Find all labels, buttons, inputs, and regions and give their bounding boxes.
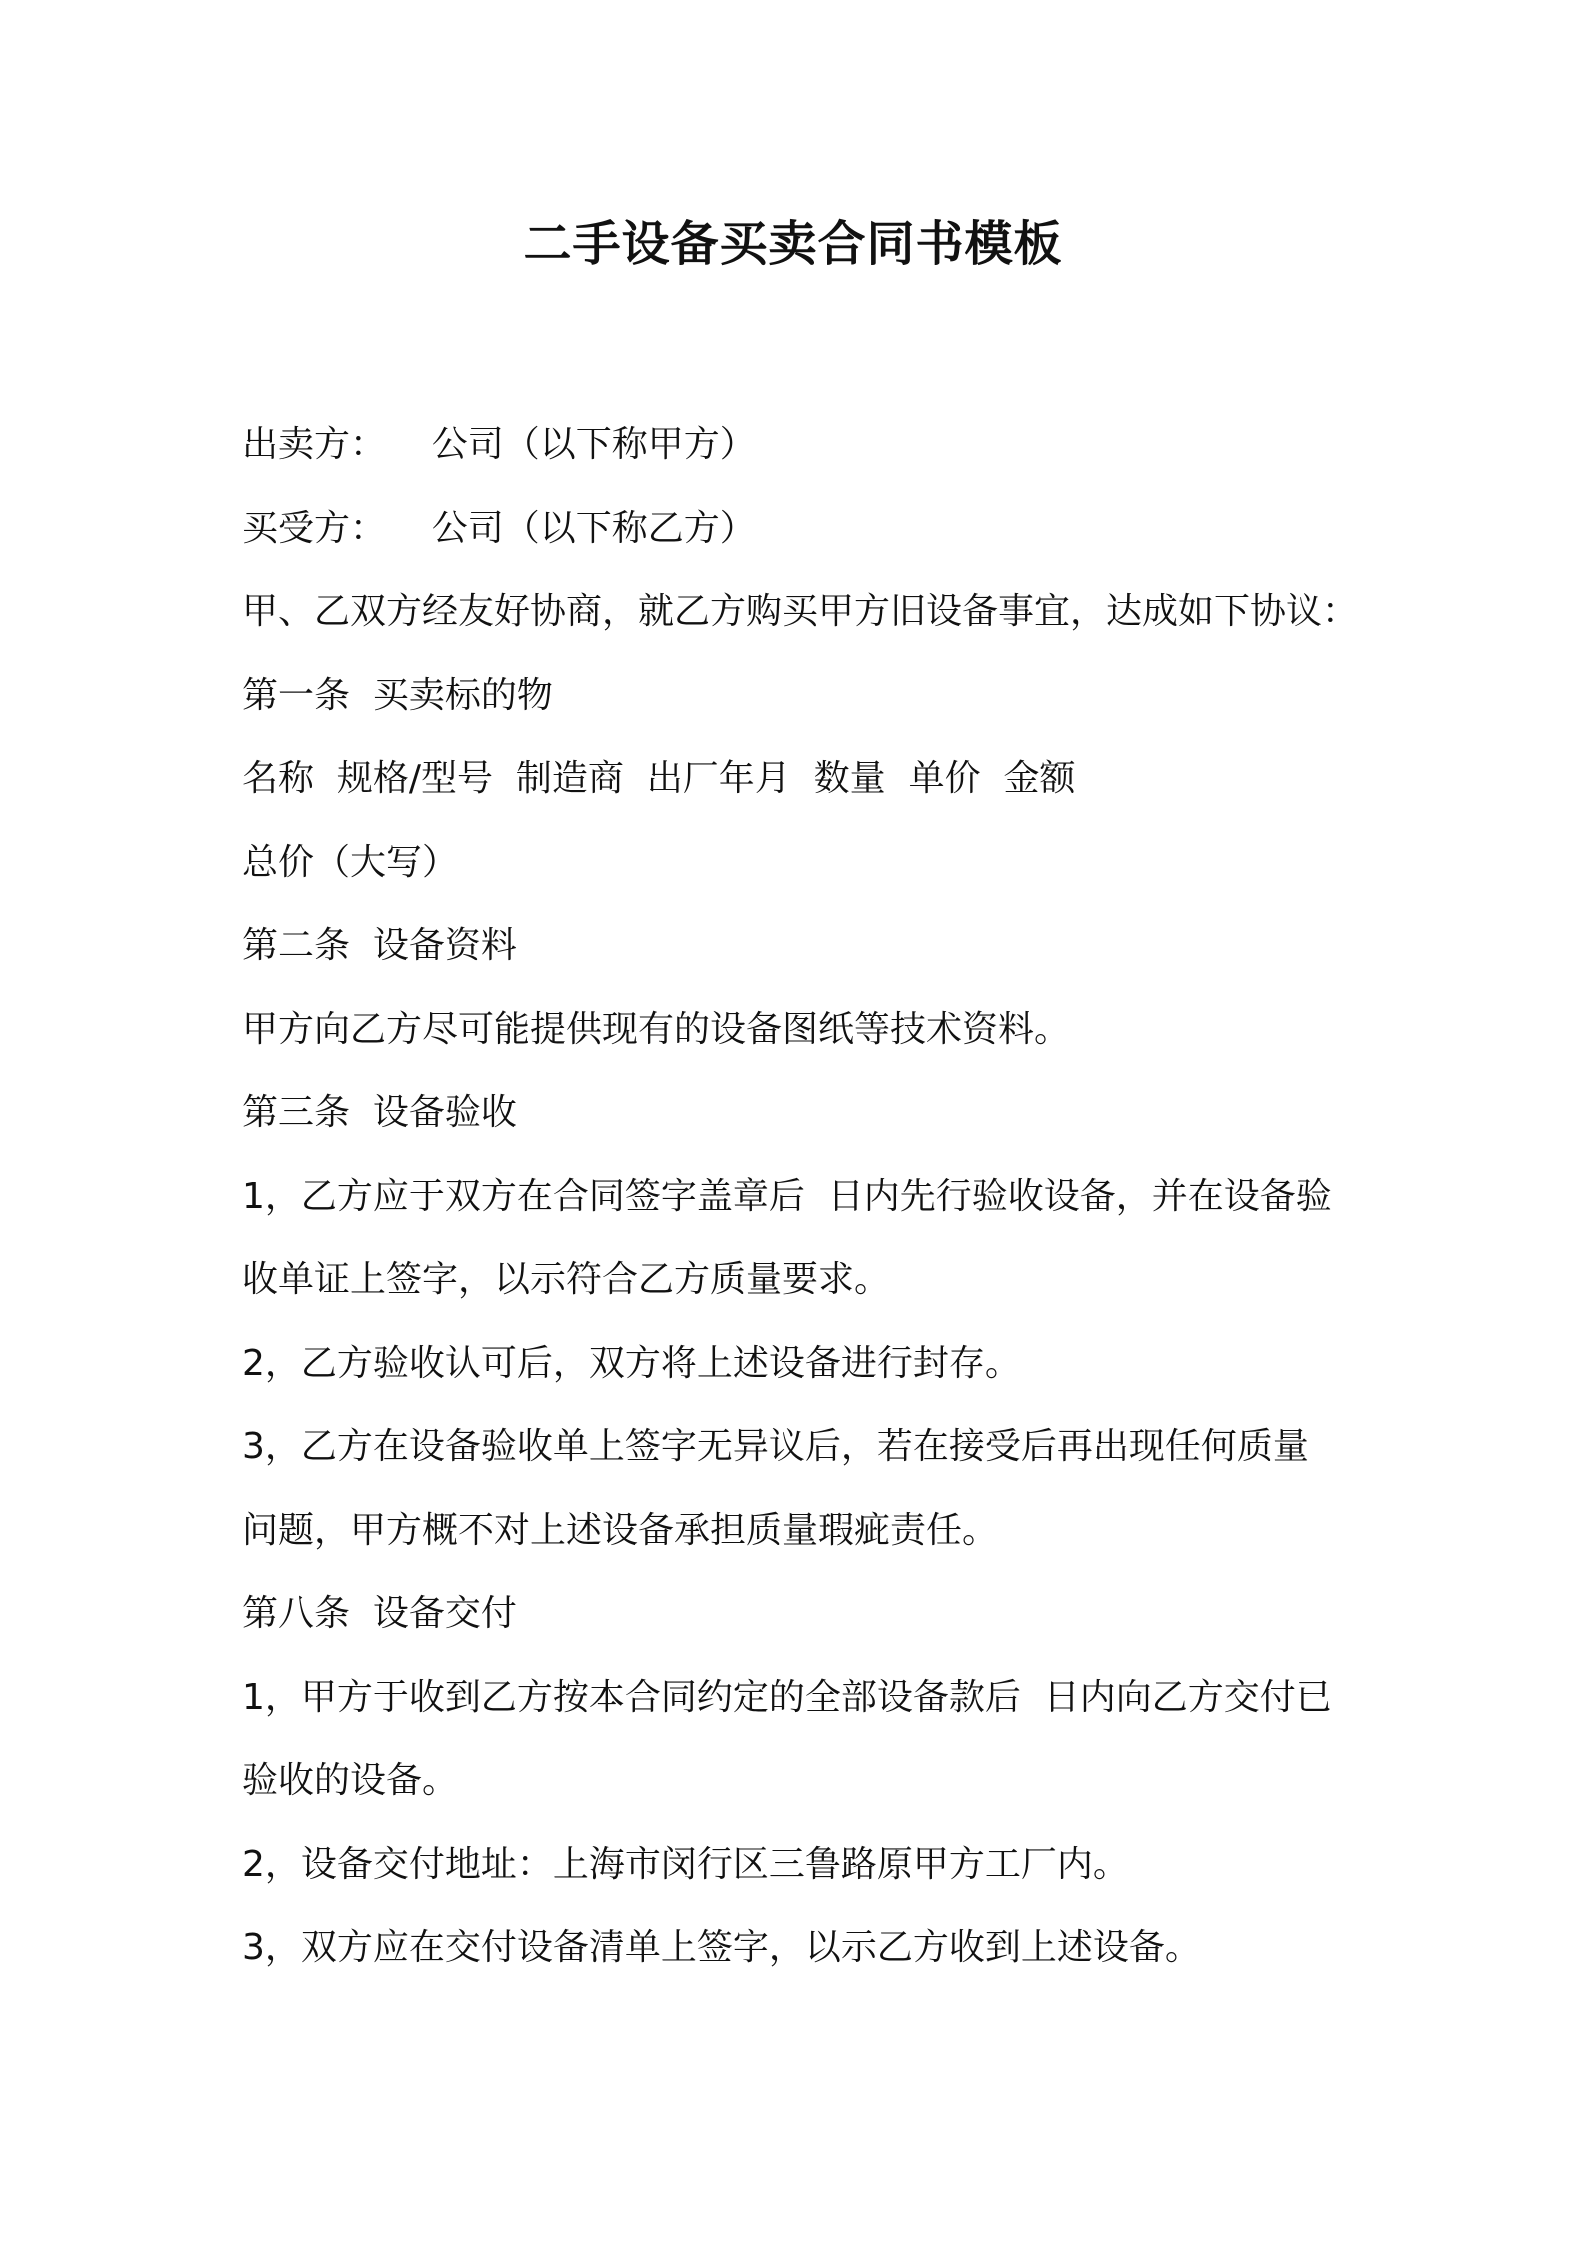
total-price-line: 总价（大写） [242, 841, 459, 883]
article-3-clause-1-line-2: 收单证上签字，以示符合乙方质量要求。 [242, 1259, 891, 1300]
seller-line: 出卖方： 公司（以下称甲方） [242, 424, 756, 465]
article-2-heading: 第二条 设备资料 [242, 925, 517, 966]
preamble-paragraph: 甲、乙双方经友好协商，就乙方购买甲方旧设备事宜，达成如下协议： [242, 591, 1359, 632]
article-8-clause-3: 3，双方应在交付设备清单上签字，以示乙方收到上述设备。 [242, 1927, 1201, 1968]
article-3-clause-1-line-1: 1，乙方应于双方在合同签字盖章后 日内先行验收设备，并在设备验 [242, 1175, 1332, 1217]
article-2-text: 甲方向乙方尽可能提供现有的设备图纸等技术资料。 [242, 1008, 1071, 1050]
buyer-line: 买受方： 公司（以下称乙方） [242, 507, 756, 549]
article-3-clause-3-line-1: 3，乙方在设备验收单上签字无异议后，若在接受后再出现任何质量 [242, 1426, 1309, 1467]
document-title: 二手设备买卖合同书模板 [523, 216, 1063, 272]
item-columns-line: 名称 规格/型号 制造商 出厂年月 数量 单价 金额 [242, 758, 1076, 799]
article-8-heading: 第八条 设备交付 [242, 1593, 517, 1634]
article-3-heading: 第三条 设备验收 [242, 1092, 517, 1133]
article-8-clause-1-line-2: 验收的设备。 [242, 1760, 459, 1801]
article-8-clause-1-line-1: 1，甲方于收到乙方按本合同约定的全部设备款后 日内向乙方交付已 [242, 1676, 1332, 1718]
article-3-clause-3-line-2: 问题，甲方概不对上述设备承担质量瑕疵责任。 [242, 1509, 999, 1551]
article-3-clause-2: 2，乙方验收认可后，双方将上述设备进行封存。 [242, 1342, 1021, 1384]
article-8-clause-2: 2，设备交付地址：上海市闵行区三鲁路原甲方工厂内。 [242, 1843, 1129, 1885]
article-1-heading: 第一条 买卖标的物 [242, 674, 553, 716]
document-body [242, 403, 1362, 1990]
